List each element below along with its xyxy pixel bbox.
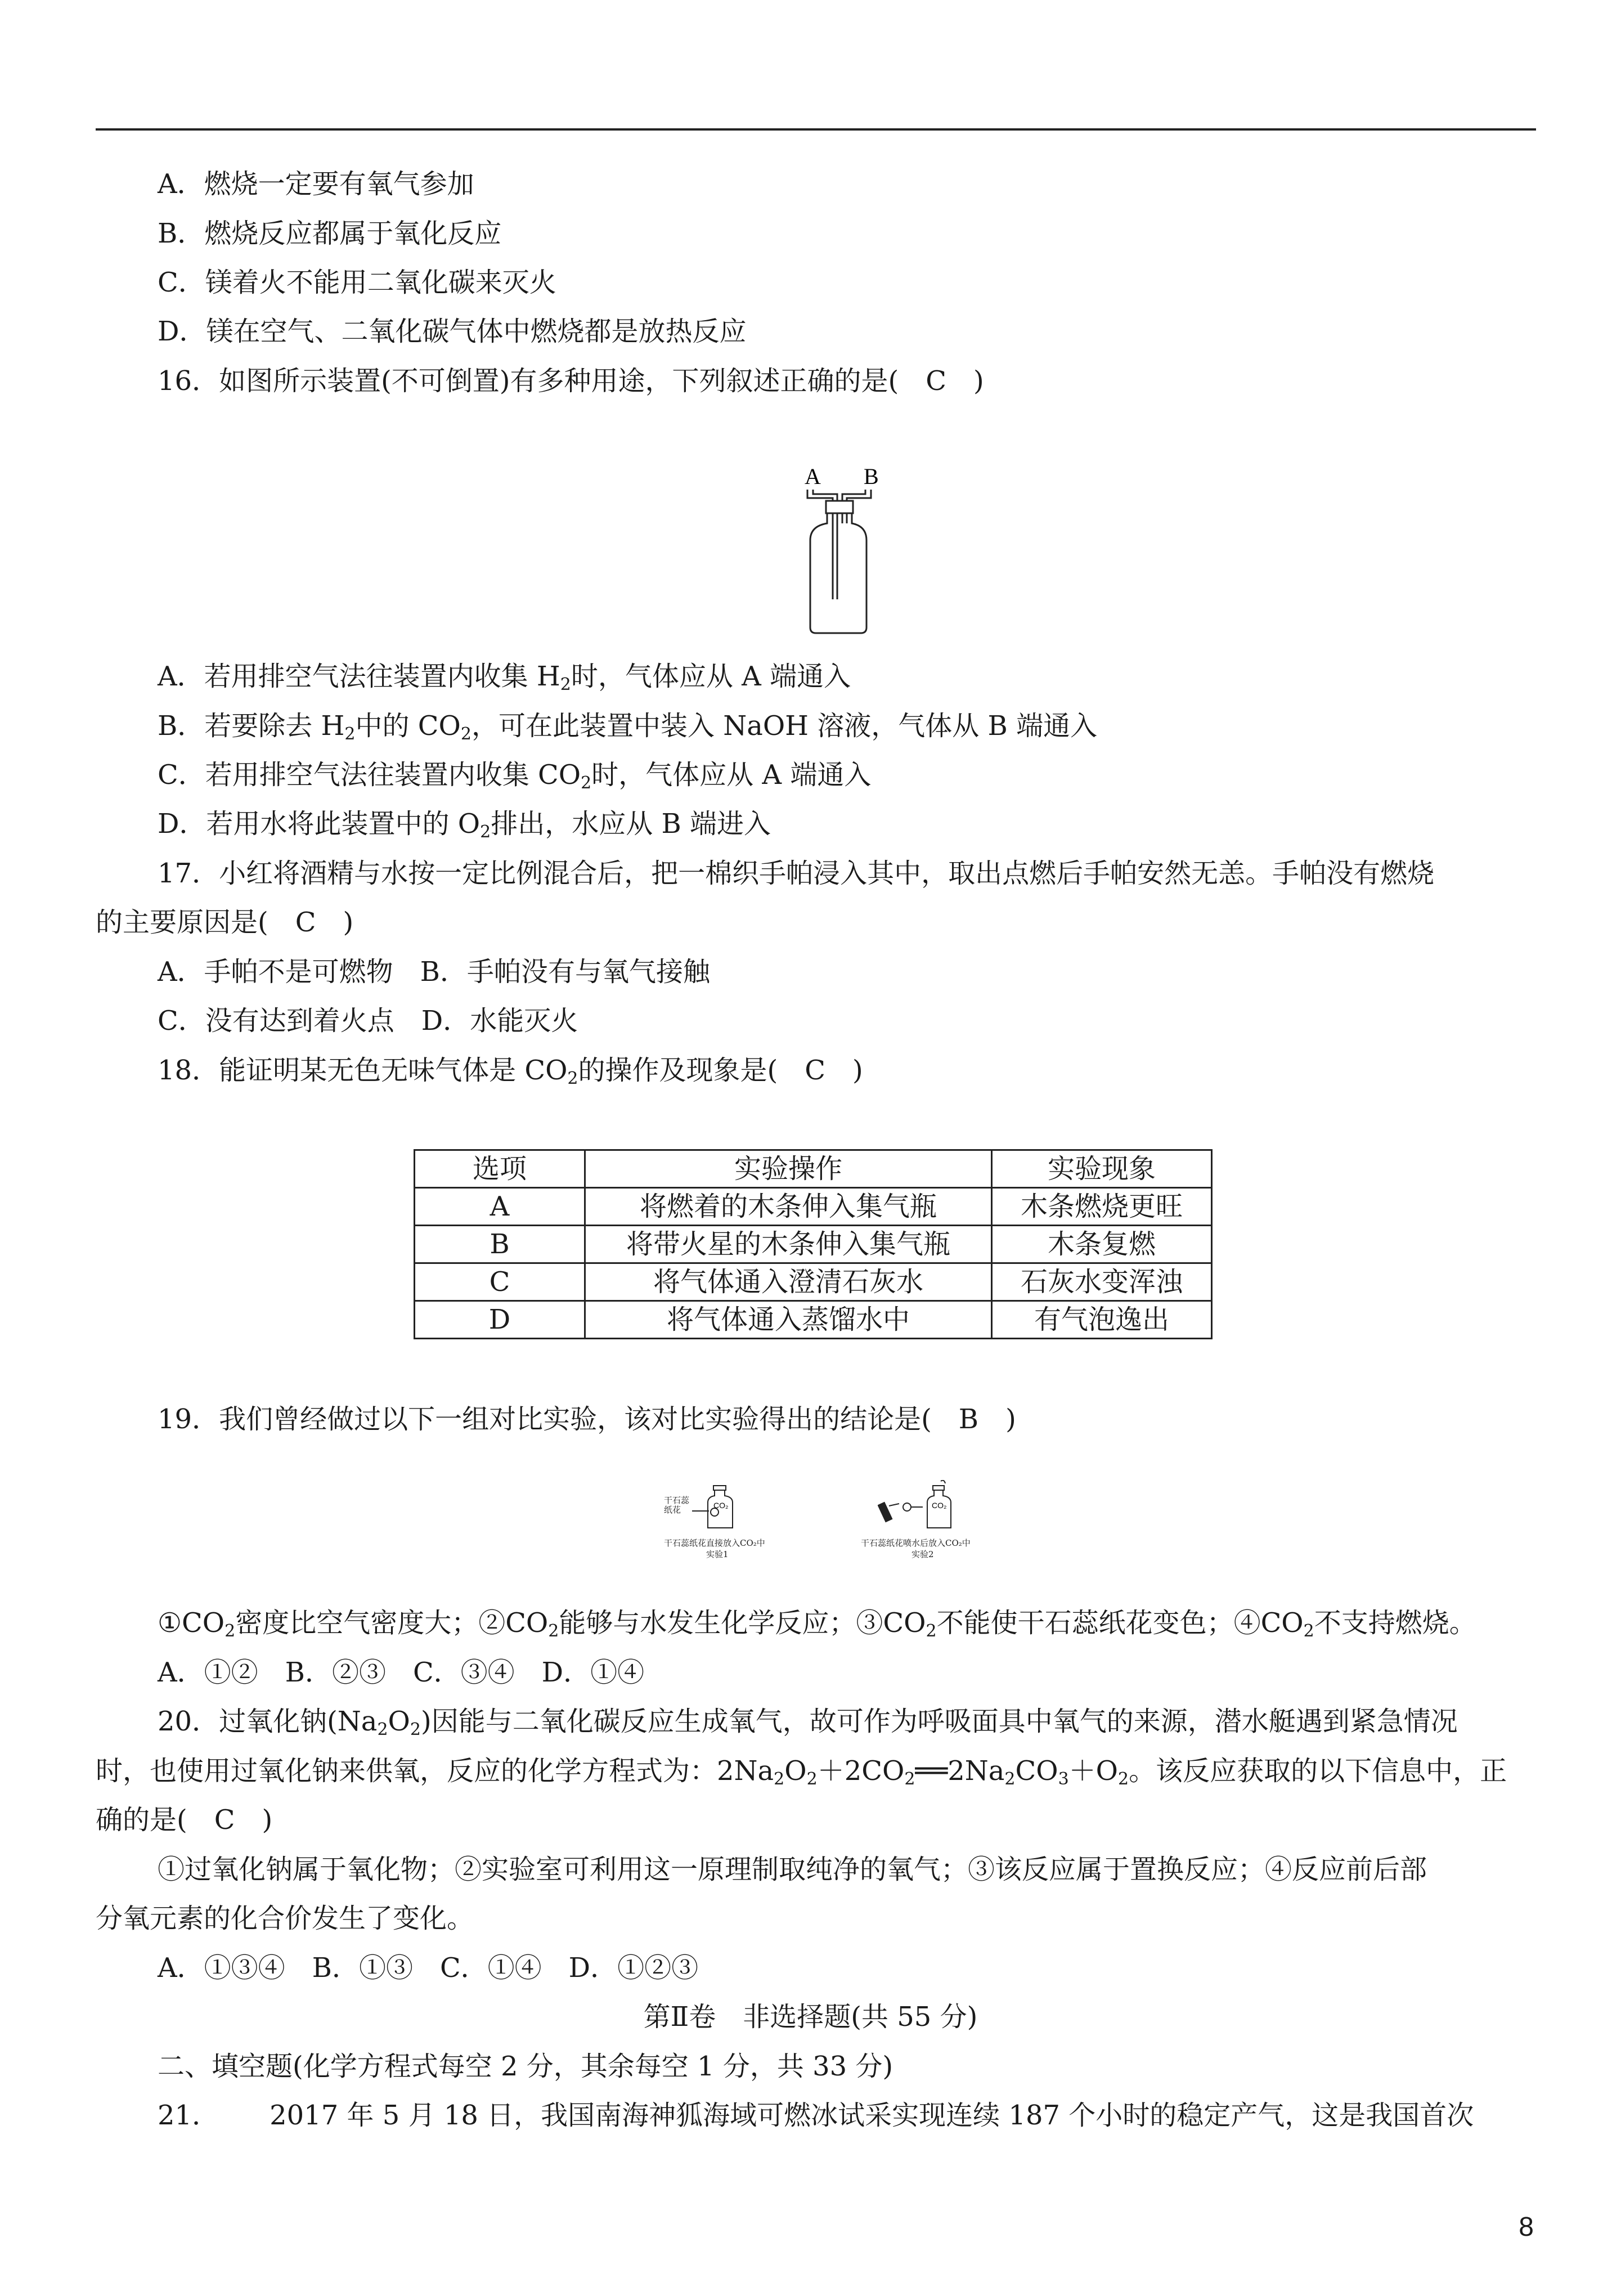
q18-stem: 18．能证明某无色无味气体是 $CO_2$的操作及现象是( C ) — [158, 1055, 863, 1088]
table-header: 选项 — [415, 1150, 585, 1188]
table-cell: 将燃着的木条伸入集气瓶 — [585, 1188, 992, 1226]
experiment-1-figure — [664, 1480, 776, 1570]
q20-line1: 20．过氧化钠$(Na_2O_2)$因能与二氧化碳反应生成氧气，故可作为呼吸面具中氧气的来源，潜水艇遇到紧急情况 — [158, 1706, 1458, 1739]
q17-stem-line2: 的主要原因是( C ) — [96, 907, 354, 938]
header-rule — [96, 128, 1536, 131]
table-row — [415, 1263, 1212, 1301]
fig-label-a: A — [805, 467, 821, 489]
q19-options: A．①② B．②③ C．③④ D．①④ — [158, 1657, 645, 1688]
q16-stem: 16．如图所示装置(不可倒置)有多种用途，下列叙述正确的是( C ) — [158, 365, 984, 397]
q16-option-d: D．若用水将此装置中的 $O_2$排出，水应从 B 端进入 — [158, 808, 771, 842]
q20-line4: ①过氧化钠属于氧化物；②实验室可利用这一原理制取纯净的氧气；③该反应属于置换反应；④反应前后部 — [158, 1854, 1427, 1885]
q16-option-a: A．若用排空气法往装置内收集 $H_2$时，气体应从 A 端通入 — [158, 661, 851, 694]
table-cell: 木条燃烧更旺 — [992, 1188, 1212, 1226]
q15-option-b: B．燃烧反应都属于氧化反应 — [158, 218, 502, 249]
q17-options-line2: C．没有达到着火点 D．水能灭火 — [158, 1005, 578, 1037]
table-row — [415, 1188, 1212, 1226]
q20-line5: 分氧元素的化合价发生了变化。 — [96, 1903, 474, 1934]
table-header: 实验操作 — [585, 1150, 992, 1188]
table-row — [415, 1226, 1212, 1263]
page-number: 8 — [1519, 2212, 1534, 2242]
experiment-2-figure — [861, 1480, 985, 1570]
table-cell: 石灰水变浑浊 — [992, 1263, 1212, 1301]
q20-options: A．①③④ B．①③ C．①④ D．①②③ — [158, 1952, 699, 1984]
gas-washing-bottle-figure — [776, 467, 900, 636]
table-header-row — [415, 1150, 1212, 1188]
q17-options-line1: A．手帕不是可燃物 B．手帕没有与氧气接触 — [158, 956, 710, 988]
q16-option-c: C．若用排空气法往装置内收集 $CO_2$时，气体应从 A 端通入 — [158, 759, 872, 793]
table-cell: A — [415, 1188, 585, 1226]
fig1-label: 干石蕊 纸花 — [664, 1495, 690, 1515]
fig2-caption: 干石蕊纸花喷水后放入CO₂中 — [861, 1538, 971, 1548]
fig1-co2: CO₂ — [713, 1501, 729, 1510]
q16-option-b: B．若要除去 $H_2$中的 $CO_2$，可在此装置中装入 NaOH 溶液，气体从 B 端通入 — [158, 710, 1098, 744]
table-row — [415, 1301, 1212, 1339]
table-cell: D — [415, 1301, 585, 1339]
table-header: 实验现象 — [992, 1150, 1212, 1188]
fill-in-header: 二、填空题(化学方程式每空 2 分，其余每空 1 分，共 33 分) — [158, 2051, 893, 2082]
fig1-caption: 干石蕊纸花直接放入CO₂中 — [664, 1538, 765, 1548]
q20-line2: 时，也使用过氧化钠来供氧，反应的化学方程式为：$2Na_2O_2+2CO_2══2Na_2CO_3+O_2$。该反应获取的以下信息中，正 — [96, 1755, 1507, 1789]
table-cell: 将带火星的木条伸入集气瓶 — [585, 1226, 992, 1263]
q19-stem: 19．我们曾经做过以下一组对比实验，该对比实验得出的结论是( B ) — [158, 1403, 1016, 1435]
table-cell: 将气体通入澄清石灰水 — [585, 1263, 992, 1301]
table-cell: B — [415, 1226, 585, 1263]
table-cell: 木条复燃 — [992, 1226, 1212, 1263]
spray-bottle-icon — [878, 1480, 973, 1536]
section-title: 第Ⅱ卷 非选择题(共 55 分) — [643, 2001, 978, 2033]
q19-statements: $①CO_2$密度比空气密度大；$②CO_2$能够与水发生化学反应；$③CO_2$不能使干石蕊纸花变色；$④CO_2$不支持燃烧。 — [158, 1607, 1476, 1641]
q15-option-d: D．镁在空气、二氧化碳气体中燃烧都是放热反应 — [158, 316, 747, 347]
q15-option-a: A．燃烧一定要有氧气参加 — [158, 168, 474, 200]
fig2-title: 实验2 — [911, 1549, 934, 1559]
table-cell: C — [415, 1263, 585, 1301]
table-cell: 有气泡逸出 — [992, 1301, 1212, 1339]
fig1-title: 实验1 — [706, 1549, 729, 1559]
q21-line1: 21． 2017 年 5 月 18 日，我国南海神狐海域可燃冰试采实现连续 187 个小时的稳定产气，这是我国首次 — [158, 2100, 1474, 2131]
jar-icon — [692, 1480, 748, 1536]
table-cell: 将气体通入蒸馏水中 — [585, 1301, 992, 1339]
q18-table — [414, 1149, 1213, 1339]
fig-label-b: B — [864, 467, 879, 489]
q15-option-c: C．镁着火不能用二氧化碳来灭火 — [158, 267, 556, 298]
q20-line3: 确的是( C ) — [96, 1804, 273, 1836]
fig2-co2: CO₂ — [932, 1501, 947, 1510]
q17-stem-line1: 17．小红将酒精与水按一定比例混合后，把一棉织手帕浸入其中，取出点燃后手帕安然无恙。手帕没有燃烧 — [158, 858, 1435, 889]
